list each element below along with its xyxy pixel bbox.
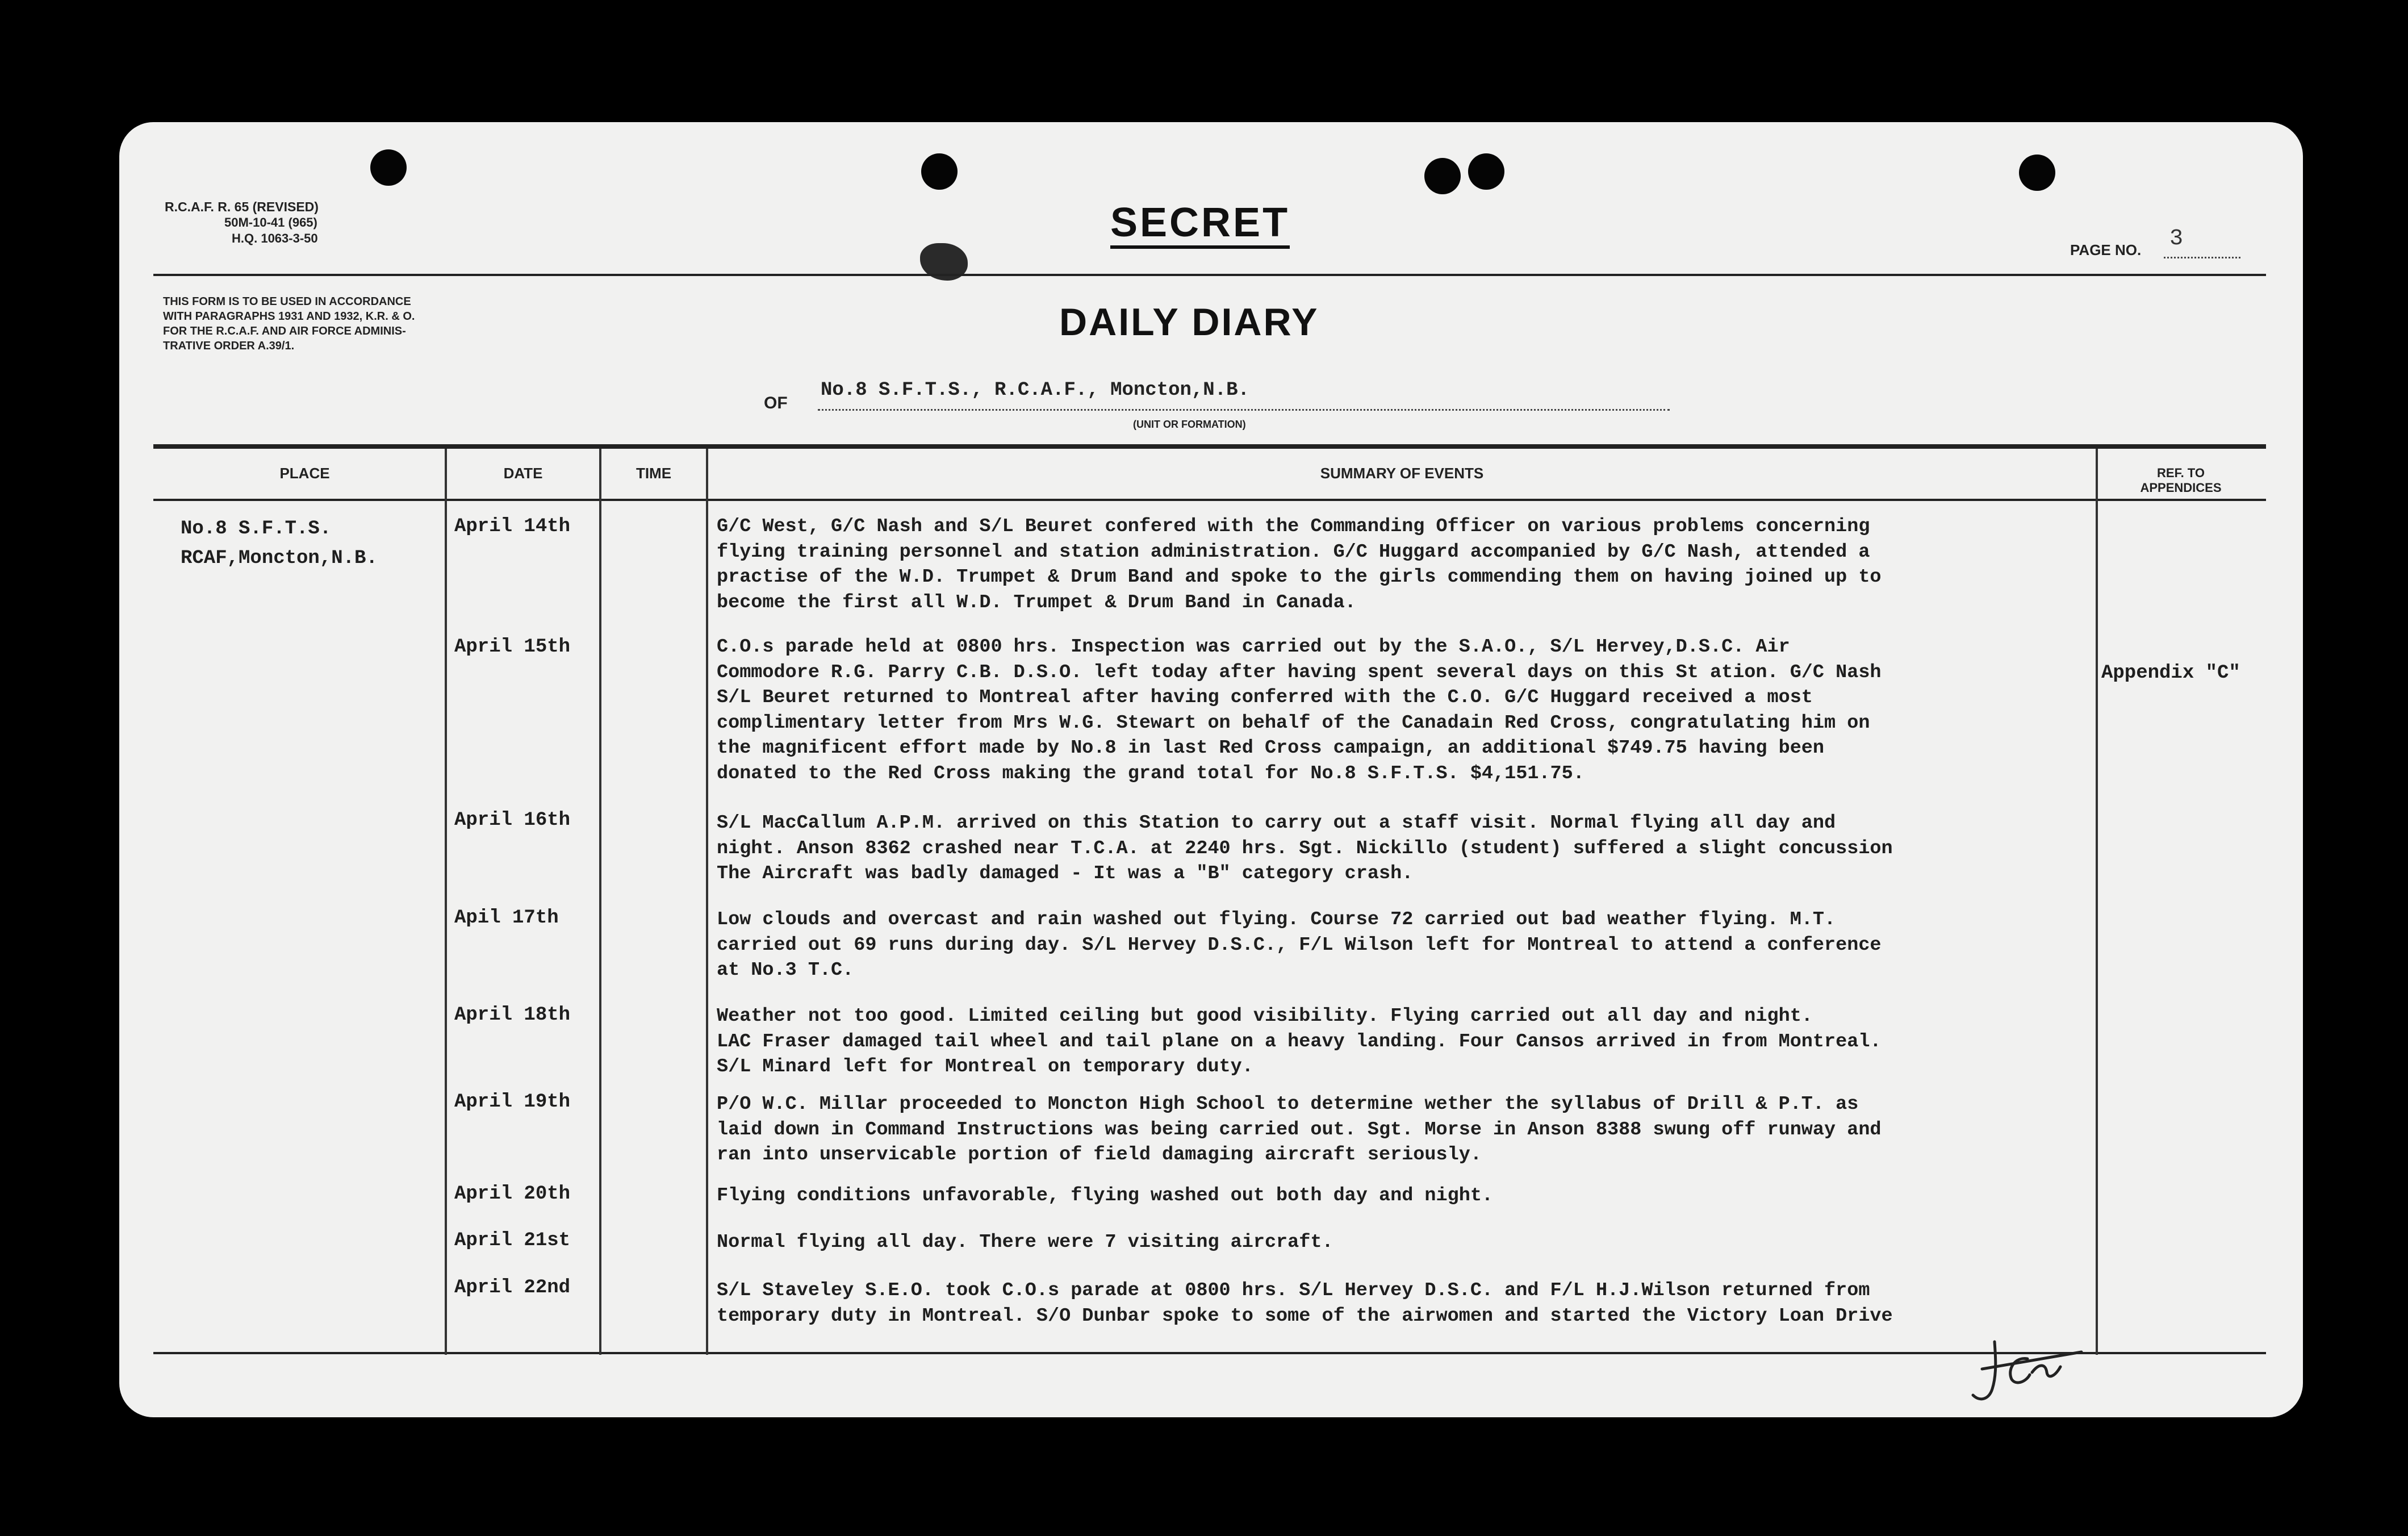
header-rule (153, 274, 2266, 276)
page-number-value: 3 (2169, 226, 2184, 252)
entry-summary: G/C West, G/C Nash and S/L Beuret confered with the Commanding Officer on various problems concerning flying training personnel and station administration. G/C Huggard accompanied by G/C Nash, attended a practise of the W.D. Trumpet & Drum Band and spoke to the girls commending them on having joined up to become the first all W.D. Trumpet & Drum Band in Canada. (717, 516, 1882, 613)
entry-date: April 19th (454, 1091, 571, 1113)
print-run: 50M-10-41 (965) (224, 215, 317, 229)
entry-date: April 18th (454, 1004, 571, 1026)
punch-hole (370, 149, 407, 186)
of-label: OF (764, 394, 788, 412)
entry-appendix-ref: Appendix "C" (2101, 662, 2240, 684)
page-number-line (2164, 257, 2240, 258)
form-identifier (165, 199, 319, 247)
entry-summary: P/O W.C. Millar proceeded to Moncton High School to determine wether the syllabus of Drill & P.T. as laid down in Command Instructions was being carried out. Sgt. Morse in Anson 8388 swung off runway and ran into unservicable portion of field damaging aircraft seriously. (717, 1093, 1882, 1166)
classification-heading: SECRET (1110, 200, 1290, 249)
entry-date: April 21st (454, 1230, 571, 1251)
page-title: DAILY DIARY (1059, 300, 1319, 344)
punch-hole (1468, 153, 1504, 190)
table-top-rule (153, 444, 2266, 449)
entry-summary: Flying conditions unfavorable, flying washed out both day and night. (717, 1185, 1494, 1207)
entry-summary: S/L MacCallum A.P.M. arrived on this Station to carry out a staff visit. Normal flying all day and night. Anson 8362 crashed near T.C.A. at 2240 hrs. Sgt. Nickillo (student) suffered a slight concussion The Aircraft was badly damaged - It was a "B" category crash. (717, 812, 1893, 884)
entry-date: April 20th (454, 1183, 571, 1205)
column-divider (706, 449, 708, 1355)
column-divider (599, 449, 601, 1355)
column-header-summary: SUMMARY OF EVENTS (1320, 465, 1484, 482)
hq-reference: H.Q. 1063-3-50 (232, 231, 318, 245)
punch-hole (1424, 158, 1461, 194)
column-header-time: TIME (636, 465, 672, 482)
table-bottom-rule (153, 1352, 2266, 1354)
column-header-ref: REF. TO APPENDICES (2140, 466, 2222, 495)
table-header-rule (153, 499, 2266, 501)
entry-summary: Weather not too good. Limited ceiling but good visibility. Flying carried out all day and night. LAC Fraser damaged tail wheel and tail plane on a heavy landing. Four Cansos arrived in from Montreal. S/L Minard left for Montreal on temporary duty. (717, 1005, 1882, 1078)
form-number: R.C.A.F. R. 65 (REVISED) (165, 199, 319, 214)
entry-summary: C.O.s parade held at 0800 hrs. Inspection was carried out by the S.A.O., S/L Hervey,D.S.C. Air Commodore R.G. Parry C.B. D.S.O. left today after having spent several days on this St ation. G/C Nash S/L Beuret returned to Montreal after having conferred with the C.O. G/C Huggard received a most complimentary letter from Mrs W.G. Stewart on behalf of the Canadain Red Cross, congratulating him on the magnificent effort made by No.8 in last Red Cross campaign, an additional $749.75 having been donated to the Red Cross making the grand total for No.8 S.F.T.S. $4,151.75. (717, 636, 1882, 784)
unit-line (818, 409, 1670, 411)
entry-date: April 14th (454, 516, 571, 537)
punch-hole (2019, 155, 2055, 191)
column-divider (445, 449, 447, 1355)
entry-date: April 15th (454, 636, 571, 658)
page-number-label: PAGE NO. (2070, 241, 2142, 258)
entry-date: Apil 17th (454, 907, 559, 929)
entry-summary: Low clouds and overcast and rain washed out flying. Course 72 carried out bad weather flying. M.T. carried out 69 runs during day. S/L Hervey D.S.C., F/L Wilson left for Montreal to attend a conference at No.3 T.C. (717, 909, 1882, 981)
entry-summary: Normal flying all day. There were 7 visiting aircraft. (717, 1232, 1333, 1253)
form-instructions: THIS FORM IS TO BE USED IN ACCORDANCE WITH PARAGRAPHS 1931 AND 1932, K.R. & O. FOR THE R.C.A.F. AND AIR FORCE ADMINIS- TRATIVE ORDER A.39/1. (163, 295, 415, 352)
unit-value: No.8 S.F.T.S., R.C.A.F., Moncton,N.B. (821, 379, 1249, 401)
entry-summary: S/L Staveley S.E.O. took C.O.s parade at 0800 hrs. S/L Hervey D.S.C. and F/L H.J.Wilson returned from temporary duty in Montreal. S/O Dunbar spoke to some of the airwomen and started the Victory Loan Drive (717, 1280, 1893, 1327)
place-cell: No.8 S.F.T.S. RCAF,Moncton,N.B. (181, 518, 378, 569)
entry-date: April 16th (454, 809, 571, 831)
entry-date: April 22nd (454, 1277, 571, 1299)
handwritten-initials (1959, 1329, 2090, 1417)
column-header-date: DATE (503, 465, 543, 482)
unit-caption: (UNIT OR FORMATION) (1133, 419, 1246, 430)
column-header-place: PLACE (279, 465, 330, 482)
punch-hole (921, 153, 958, 190)
